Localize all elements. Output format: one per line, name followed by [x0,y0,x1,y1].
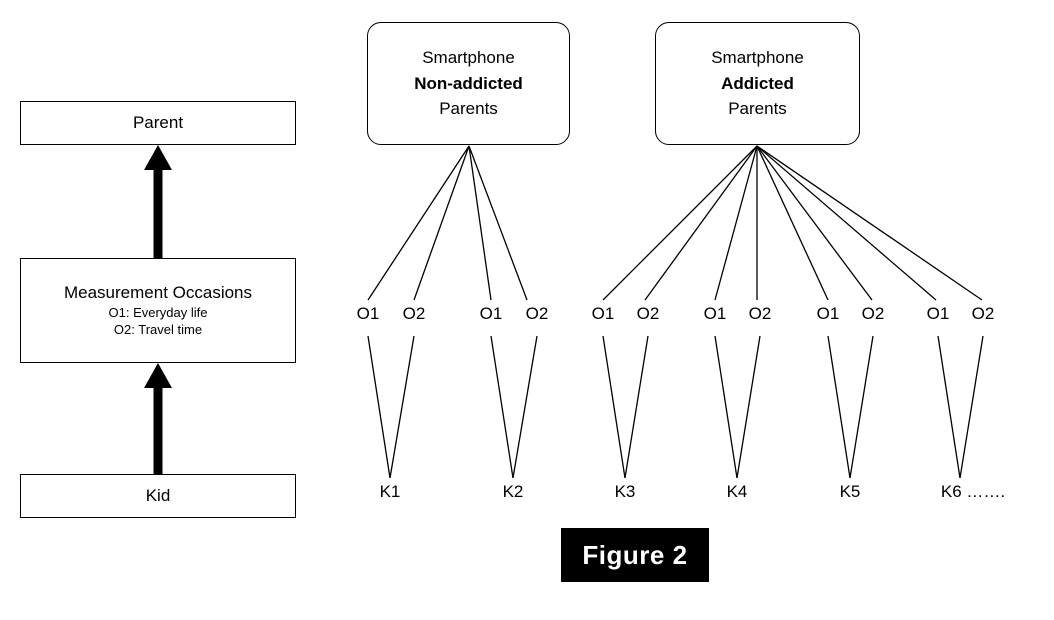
arrow-measure-to-parent [144,145,172,258]
kid-label-k4: K4 [726,482,748,501]
edges-addicted [603,146,982,300]
occasion-label-k6-o2: O2 [971,304,995,323]
figure-caption: Figure 2 [561,528,709,582]
kid-label-k1: K1 [379,482,401,501]
occasion-label-k4-o1: O1 [703,304,727,323]
group-box-non-addicted-parents [367,22,570,145]
measurement-sub-line-2: O2: Travel time [113,322,203,338]
level-box-measurement-occasions [20,258,296,363]
occasion-label-k5-o1: O1 [816,304,840,323]
occasion-label-k3-o2: O2 [636,304,660,323]
kid-label-k2: K2 [502,482,524,501]
edges-occasions-to-kids [368,336,983,478]
occasion-label-k5-o2: O2 [861,304,885,323]
occasion-label-k4-o2: O2 [748,304,772,323]
level-box-parent [20,101,296,145]
kid-label-k5: K5 [839,482,861,501]
arrow-kid-to-measure [144,363,172,474]
kid-label-k3: K3 [614,482,636,501]
group-non-addicted-line-2: Non-addicted [414,73,523,93]
edges-non-addicted [368,146,527,300]
occasion-label-k1-o1: O1 [356,304,380,323]
occasion-label-k3-o1: O1 [591,304,615,323]
group-addicted-line-1: Smartphone [711,48,804,68]
group-addicted-line-2: Addicted [721,73,794,93]
occasion-label-k6-o1: O1 [926,304,950,323]
kid-label-k6: K6 ……. [940,482,1006,501]
level-box-kid-label: Kid [145,486,171,506]
group-non-addicted-line-3: Parents [439,99,498,119]
occasion-label-k2-o2: O2 [525,304,549,323]
occasion-label-k2-o1: O1 [479,304,503,323]
measurement-sub-line-1: O1: Everyday life [108,304,208,320]
level-box-measurement-label: Measurement Occasions [63,283,253,303]
level-box-parent-label: Parent [132,113,184,133]
group-addicted-line-3: Parents [728,99,787,119]
level-box-kid [20,474,296,518]
group-box-addicted-parents [655,22,860,145]
group-non-addicted-line-1: Smartphone [422,48,515,68]
occasion-label-k1-o2: O2 [402,304,426,323]
